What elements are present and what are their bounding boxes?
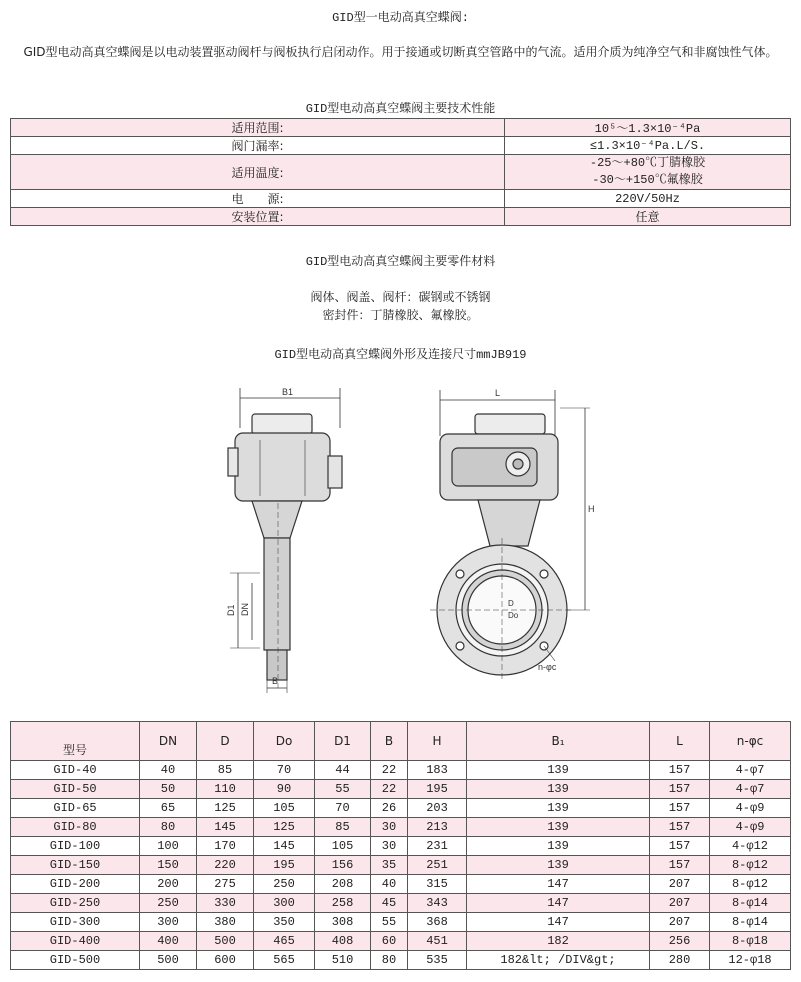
- cell-d: 170: [197, 837, 254, 856]
- cell-h: 195: [408, 780, 467, 799]
- cell-model: GID-400: [11, 932, 140, 951]
- label-d: D: [508, 599, 514, 608]
- col-header-d1: D1: [315, 722, 371, 761]
- cell-d: 380: [197, 913, 254, 932]
- cell-l: 157: [650, 799, 710, 818]
- cell-d1: 308: [315, 913, 371, 932]
- label-d1: D1: [226, 604, 236, 616]
- cell-h: 451: [408, 932, 467, 951]
- perf-label: 电 源:: [11, 190, 505, 208]
- cell-d1: 258: [315, 894, 371, 913]
- cell-nphic: 4-φ9: [710, 818, 791, 837]
- col-header-d: D: [197, 722, 254, 761]
- cell-do: 565: [254, 951, 315, 970]
- cell-b: 30: [371, 818, 408, 837]
- col-header-b1: B₁: [467, 722, 650, 761]
- perf-value: [505, 155, 791, 190]
- cell-do: 125: [254, 818, 315, 837]
- cell-model: GID-200: [11, 875, 140, 894]
- cell-do: 105: [254, 799, 315, 818]
- label-b: B: [272, 676, 279, 686]
- col-header-model: 型号: [11, 722, 140, 761]
- label-l: L: [495, 388, 501, 398]
- cell-b: 35: [371, 856, 408, 875]
- cell-do: 195: [254, 856, 315, 875]
- cell-h: 368: [408, 913, 467, 932]
- perf-value: 220V/50Hz: [505, 190, 791, 208]
- cell-b1: 147: [467, 894, 650, 913]
- cell-h: 203: [408, 799, 467, 818]
- performance-table: [10, 118, 791, 226]
- perf-value: 任意: [505, 208, 791, 226]
- cell-h: 231: [408, 837, 467, 856]
- perf-row: [11, 119, 791, 137]
- perf-value: 10⁵～1.3×10⁻⁴Pa: [505, 119, 791, 137]
- table-row: [11, 932, 791, 951]
- dims-header-row: [11, 722, 791, 761]
- cell-b: 22: [371, 780, 408, 799]
- cell-nphic: 4-φ7: [710, 780, 791, 799]
- cell-d: 500: [197, 932, 254, 951]
- label-b1: B1: [282, 387, 294, 397]
- cell-dn: 300: [140, 913, 197, 932]
- label-do: Do: [508, 611, 519, 620]
- cell-dn: 250: [140, 894, 197, 913]
- cell-nphic: 8-φ12: [710, 856, 791, 875]
- cell-dn: 500: [140, 951, 197, 970]
- cell-l: 256: [650, 932, 710, 951]
- perf-row: [11, 208, 791, 226]
- cell-do: 350: [254, 913, 315, 932]
- cell-l: 157: [650, 780, 710, 799]
- cell-b1: 182&lt; /DIV&gt;: [467, 951, 650, 970]
- cell-nphic: 8-φ12: [710, 875, 791, 894]
- cell-do: 70: [254, 761, 315, 780]
- cell-d1: 85: [315, 818, 371, 837]
- cell-nphic: 4-φ9: [710, 799, 791, 818]
- cell-dn: 80: [140, 818, 197, 837]
- cell-nphic: 4-φ7: [710, 761, 791, 780]
- cell-do: 145: [254, 837, 315, 856]
- cell-do: 90: [254, 780, 315, 799]
- cell-model: GID-80: [11, 818, 140, 837]
- cell-b1: 139: [467, 799, 650, 818]
- perf-row: [11, 137, 791, 155]
- cell-model: GID-250: [11, 894, 140, 913]
- cell-dn: 50: [140, 780, 197, 799]
- cell-dn: 100: [140, 837, 197, 856]
- materials-line: 密封件：丁腈橡胶、氟橡胶。: [322, 308, 479, 322]
- perf-value-line1: -25～+80℃丁腈橡胶: [589, 156, 706, 170]
- table-row: [11, 837, 791, 856]
- cell-d1: 156: [315, 856, 371, 875]
- cell-model: GID-300: [11, 913, 140, 932]
- cell-b: 30: [371, 837, 408, 856]
- cell-d1: 208: [315, 875, 371, 894]
- cell-l: 157: [650, 856, 710, 875]
- cell-do: 300: [254, 894, 315, 913]
- cell-model: GID-40: [11, 761, 140, 780]
- col-header-l: L: [650, 722, 710, 761]
- cell-nphic: 8-φ14: [710, 913, 791, 932]
- cell-h: 251: [408, 856, 467, 875]
- cell-d: 330: [197, 894, 254, 913]
- materials-line: 阀体、阀盖、阀杆：碳钢或不锈钢: [310, 290, 491, 304]
- cell-b: 80: [371, 951, 408, 970]
- cell-l: 207: [650, 913, 710, 932]
- front-view: [430, 388, 595, 682]
- label-nphi: n-φc: [538, 662, 557, 672]
- table-row: [11, 894, 791, 913]
- cell-h: 183: [408, 761, 467, 780]
- cell-do: 250: [254, 875, 315, 894]
- cell-d: 600: [197, 951, 254, 970]
- cell-b: 60: [371, 932, 408, 951]
- cell-b: 22: [371, 761, 408, 780]
- cell-nphic: 8-φ14: [710, 894, 791, 913]
- cell-h: 315: [408, 875, 467, 894]
- cell-l: 207: [650, 894, 710, 913]
- cell-b: 26: [371, 799, 408, 818]
- perf-label: 安装位置:: [11, 208, 505, 226]
- dimensions-heading: GID型电动高真空蝶阀外形及连接尺寸mmJB919: [274, 348, 527, 362]
- cell-model: GID-150: [11, 856, 140, 875]
- cell-dn: 400: [140, 932, 197, 951]
- materials-list: [0, 288, 801, 324]
- cell-dn: 150: [140, 856, 197, 875]
- cell-l: 157: [650, 761, 710, 780]
- cell-h: 213: [408, 818, 467, 837]
- intro-paragraph: GID型电动高真空蝶阀是以电动装置驱动阀杆与阀板执行启闭动作。用于接通或切断真空管路中的气流。适用介质为纯净空气和非腐蚀性气体。: [23, 45, 778, 59]
- cell-h: 343: [408, 894, 467, 913]
- cell-l: 207: [650, 875, 710, 894]
- cell-dn: 65: [140, 799, 197, 818]
- cell-d: 220: [197, 856, 254, 875]
- table-row: [11, 875, 791, 894]
- perf-value-line2: -30～+150℃氟橡胶: [592, 173, 703, 187]
- cell-b1: 139: [467, 818, 650, 837]
- col-header-b: B: [371, 722, 408, 761]
- cell-nphic: 8-φ18: [710, 932, 791, 951]
- dims-body: [11, 761, 791, 970]
- cell-dn: 40: [140, 761, 197, 780]
- cell-model: GID-50: [11, 780, 140, 799]
- col-header-do: Do: [254, 722, 315, 761]
- label-dn: DN: [240, 603, 250, 616]
- table-row: [11, 799, 791, 818]
- col-header-nphic: n-φc: [710, 722, 791, 761]
- cell-b1: 147: [467, 913, 650, 932]
- cell-nphic: 4-φ12: [710, 837, 791, 856]
- cell-d1: 55: [315, 780, 371, 799]
- cell-b: 45: [371, 894, 408, 913]
- cell-d: 85: [197, 761, 254, 780]
- cell-d: 125: [197, 799, 254, 818]
- cell-d1: 70: [315, 799, 371, 818]
- table-row: [11, 856, 791, 875]
- perf-row: [11, 155, 791, 190]
- table-row: [11, 913, 791, 932]
- cell-b: 40: [371, 875, 408, 894]
- cell-b1: 147: [467, 875, 650, 894]
- cell-b1: 139: [467, 856, 650, 875]
- cell-d: 145: [197, 818, 254, 837]
- cell-nphic: 12-φ18: [710, 951, 791, 970]
- cell-dn: 200: [140, 875, 197, 894]
- cell-d1: 408: [315, 932, 371, 951]
- cell-b: 55: [371, 913, 408, 932]
- valve-drawing: [190, 378, 610, 700]
- perf-label: 阀门漏率:: [11, 137, 505, 155]
- cell-b1: 139: [467, 780, 650, 799]
- cell-d: 110: [197, 780, 254, 799]
- page-title: GID型一电动高真空蝶阀:: [332, 11, 469, 25]
- cell-l: 157: [650, 837, 710, 856]
- cell-model: GID-500: [11, 951, 140, 970]
- cell-d1: 44: [315, 761, 371, 780]
- table-row: [11, 780, 791, 799]
- cell-b1: 139: [467, 761, 650, 780]
- cell-d1: 105: [315, 837, 371, 856]
- cell-model: GID-65: [11, 799, 140, 818]
- col-header-dn: DN: [140, 722, 197, 761]
- cell-h: 535: [408, 951, 467, 970]
- dimensions-table: [10, 721, 791, 970]
- cell-d1: 510: [315, 951, 371, 970]
- cell-d: 275: [197, 875, 254, 894]
- cell-model: GID-100: [11, 837, 140, 856]
- cell-b1: 182: [467, 932, 650, 951]
- cell-l: 280: [650, 951, 710, 970]
- col-header-h: H: [408, 722, 467, 761]
- cell-b1: 139: [467, 837, 650, 856]
- cell-do: 465: [254, 932, 315, 951]
- perf-value: ≤1.3×10⁻⁴Pa.L/S.: [505, 137, 791, 155]
- perf-label: 适用范围:: [11, 119, 505, 137]
- label-h: H: [588, 504, 595, 514]
- table-row: [11, 951, 791, 970]
- performance-heading: GID型电动高真空蝶阀主要技术性能: [305, 102, 496, 116]
- perf-label: 适用温度:: [11, 155, 505, 190]
- materials-heading: GID型电动高真空蝶阀主要零件材料: [305, 255, 496, 269]
- side-view: [226, 387, 342, 693]
- perf-row: [11, 190, 791, 208]
- cell-l: 157: [650, 818, 710, 837]
- table-row: [11, 761, 791, 780]
- table-row: [11, 818, 791, 837]
